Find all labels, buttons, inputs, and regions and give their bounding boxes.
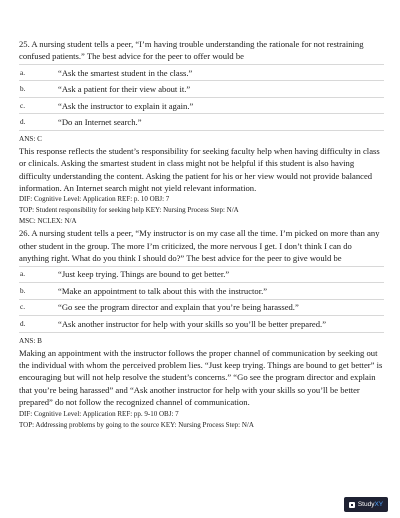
option-letter: d. <box>20 118 26 127</box>
question-25-rationale: This response reflects the student’s responsibility for seeking faculty help when having difficulty in class or clinicals. Asking the smartest student in class might not be helpful if this student is also having difficulty understanding the content. Asking the patient for his or her view would not provide balanced information. An Internet search might not yield relevant information. <box>19 145 380 194</box>
option-letter: b. <box>20 85 26 94</box>
studyxy-badge[interactable] <box>344 497 388 512</box>
question-26-option-a <box>19 266 384 283</box>
question-26-option-d <box>19 315 384 333</box>
question-26-meta-dif: DIF: Cognitive Level: Application REF: pp. 9-10 OBJ: 7 <box>19 409 179 418</box>
question-25-option-b <box>19 80 384 97</box>
question-25-meta-top: TOP: Student responsibility for seeking help KEY: Nursing Process Step: N/A <box>19 206 239 215</box>
studyxy-logo-icon <box>349 502 355 508</box>
option-text: “Make an appointment to talk about this with the instructor.” <box>58 285 268 296</box>
question-25-answer: ANS: C <box>19 134 42 143</box>
option-text: “Go see the program director and explain that you’re being harassed.” <box>58 302 299 313</box>
question-25-stem: 25. A nursing student tells a peer, “I’m having trouble understanding the rationale for not restraining confused patients.” The best advice for the peer to offer would be <box>19 39 364 62</box>
option-text: “Ask another instructor for help with your skills so you’ll be better prepared.” <box>58 318 327 329</box>
question-26-rationale: Making an appointment with the instructor follows the proper channel of communication by seeking out the individual with whom the perceived problem lies. “Just keep trying. Things are bound to get better” is encouraging but will not help resolve the student’s concerns.” “Go see the program director and explain that you’re being harassed” and “Ask another instructor for help with your skills so you’ll be better prepared” do not follow the recognized channel of communication. <box>19 347 383 408</box>
question-26-meta-top: TOP: Addressing problems by going to the source KEY: Nursing Process Step: N/A <box>19 420 254 429</box>
option-text: “Ask a patient for their view about it.” <box>58 84 191 95</box>
question-26-stem: 26. A nursing student tells a peer, “My instructor is on my case all the time. I’m picked on more than any other student in the group. The more I’m criticized, the more nervous I get. I don’t think I can do anything right. What do you think I should do?” The best advice for the peer to give would be <box>19 228 380 264</box>
option-letter: b. <box>20 286 26 295</box>
question-25-meta-msc: MSC: NCLEX: N/A <box>19 217 77 226</box>
option-letter: d. <box>20 319 26 328</box>
question-26-option-c <box>19 299 384 316</box>
option-text: “Do an Internet search.” <box>58 117 142 128</box>
document-page <box>19 38 384 431</box>
badge-brand: StudyXY <box>357 501 384 508</box>
option-text: “Ask the instructor to explain it again.” <box>58 100 194 111</box>
option-letter: c. <box>20 101 25 110</box>
question-25-option-a <box>19 64 384 81</box>
option-letter: c. <box>20 303 25 312</box>
option-text: “Ask the smartest student in the class.” <box>58 67 193 78</box>
question-26-answer: ANS: B <box>19 336 42 345</box>
question-26-option-b <box>19 282 384 299</box>
question-26-options <box>19 266 384 333</box>
option-text: “Just keep trying. Things are bound to get better.” <box>58 269 230 280</box>
question-25-option-d <box>19 113 384 131</box>
question-25-option-c <box>19 97 384 114</box>
question-25-options <box>19 64 384 131</box>
option-letter: a. <box>20 68 25 77</box>
question-25-meta-dif: DIF: Cognitive Level: Application REF: p. 10 OBJ: 7 <box>19 195 170 204</box>
option-letter: a. <box>20 270 25 279</box>
